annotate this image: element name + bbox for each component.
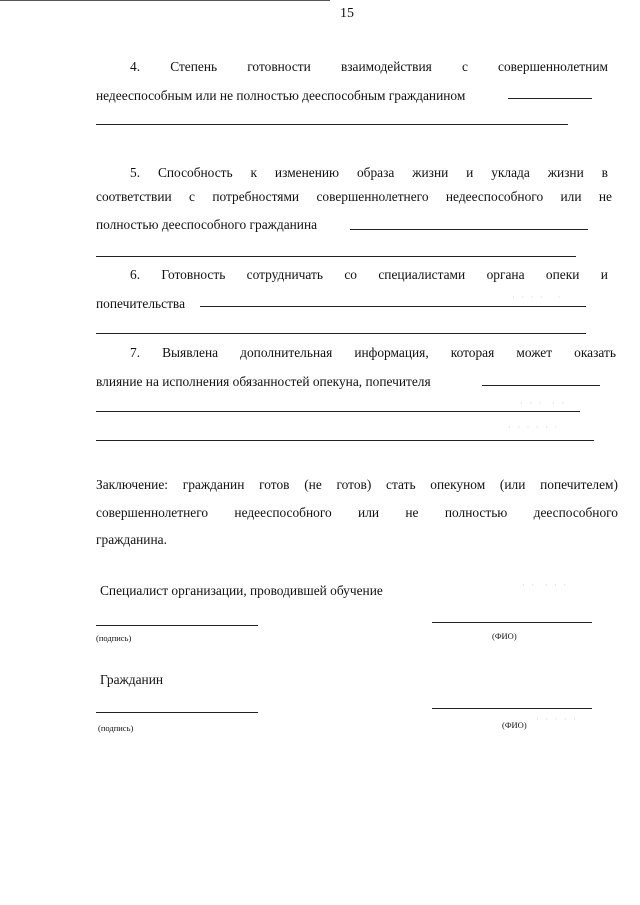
item-7-answer-line (482, 385, 600, 386)
top-border-line (0, 0, 330, 1)
item-5-answer-line (350, 229, 588, 230)
item-6-word: специалистами (378, 267, 466, 282)
item-5-word: Способность (157, 165, 233, 180)
scan-artifact: · · · · · (520, 398, 567, 408)
item-4-number: 4. (130, 59, 141, 74)
item-7-word: Выявлена (162, 345, 219, 360)
item-7-answer-line (96, 440, 594, 441)
item-6-line-2: попечительства (96, 296, 186, 311)
citizen-signature-line (96, 712, 258, 713)
citizen-signature-caption: (подпись) (98, 723, 134, 733)
item-4-answer-line (508, 98, 592, 99)
item-6-word: опеки (545, 267, 580, 282)
item-6-word: Готовность (161, 267, 226, 282)
item-7-word: оказать (574, 345, 616, 360)
page-number: 15 (340, 6, 354, 21)
item-5-line-1 (96, 166, 608, 179)
specialist-name-caption: (ФИО) (492, 631, 517, 641)
item-7-answer-line (96, 411, 580, 412)
item-7-word: которая (450, 345, 495, 360)
item-7-line-2: влияние на исполнения обязанностей опекуна, попечителя (96, 374, 431, 389)
item-6-answer-line (200, 306, 586, 307)
conclusion-line-2: совершеннолетнего недееспособного или не полностью дееспособного (96, 505, 618, 520)
item-4-line-1 (96, 60, 608, 73)
conclusion-line-1: Заключение: гражданин готов (не готов) стать опекуном (или попечителем) (96, 477, 618, 492)
item-7-number: 7. (130, 345, 141, 360)
item-6-word: органа (486, 267, 525, 282)
citizen-name-caption: (ФИО) (502, 720, 527, 730)
item-5-word: образа (356, 165, 395, 180)
item-5-answer-line (96, 256, 576, 257)
item-5-word: изменению (274, 165, 340, 180)
conclusion-line-3: гражданина. (96, 532, 167, 547)
scan-artifact: · · · · · · (508, 422, 560, 432)
specialist-signature-line (96, 625, 258, 626)
item-5-word: и (466, 165, 474, 180)
item-4-word: совершеннолетним (498, 59, 608, 74)
item-6-word: и (600, 267, 608, 282)
citizen-label: Гражданин (100, 672, 164, 687)
scan-artifact: · · · · · (536, 714, 578, 724)
item-4-word: взаимодействия (340, 59, 432, 74)
specialist-label: Специалист организации, проводившей обучение (100, 583, 383, 598)
item-7-word: информация, (354, 345, 429, 360)
item-7-word: дополнительная (240, 345, 333, 360)
item-4-word: готовности (247, 59, 311, 74)
item-7-word: может (516, 345, 553, 360)
item-5-line-2: соответствии с потребностями совершеннолетнего недееспособного или не (96, 189, 612, 204)
specialist-signature-caption: (подпись) (96, 633, 132, 643)
item-4-answer-line (96, 124, 568, 125)
item-6-word: сотрудничать (246, 267, 323, 282)
item-4-word: Степень (170, 59, 218, 74)
citizen-name-line (432, 708, 592, 709)
item-5-word: жизни (412, 165, 449, 180)
item-5-word: уклада (491, 165, 530, 180)
item-6-answer-line (96, 333, 586, 334)
item-6-number: 6. (130, 267, 141, 282)
item-4-line-2: недееспособным или не полностью дееспособным гражданином (96, 88, 466, 103)
item-5-word: жизни (547, 165, 584, 180)
item-4-word: с (461, 59, 468, 74)
item-7-line-1 (96, 346, 616, 359)
item-5-line-3: полностью дееспособного гражданина (96, 217, 318, 232)
scan-artifact: · · · · · (522, 580, 569, 590)
item-5-number: 5. (130, 165, 141, 180)
item-5-word: в (601, 165, 608, 180)
item-6-line-1 (96, 268, 608, 281)
scan-artifact: · · · · · (512, 292, 563, 302)
item-6-word: со (344, 267, 357, 282)
item-5-word: к (250, 165, 258, 180)
specialist-name-line (432, 622, 592, 623)
